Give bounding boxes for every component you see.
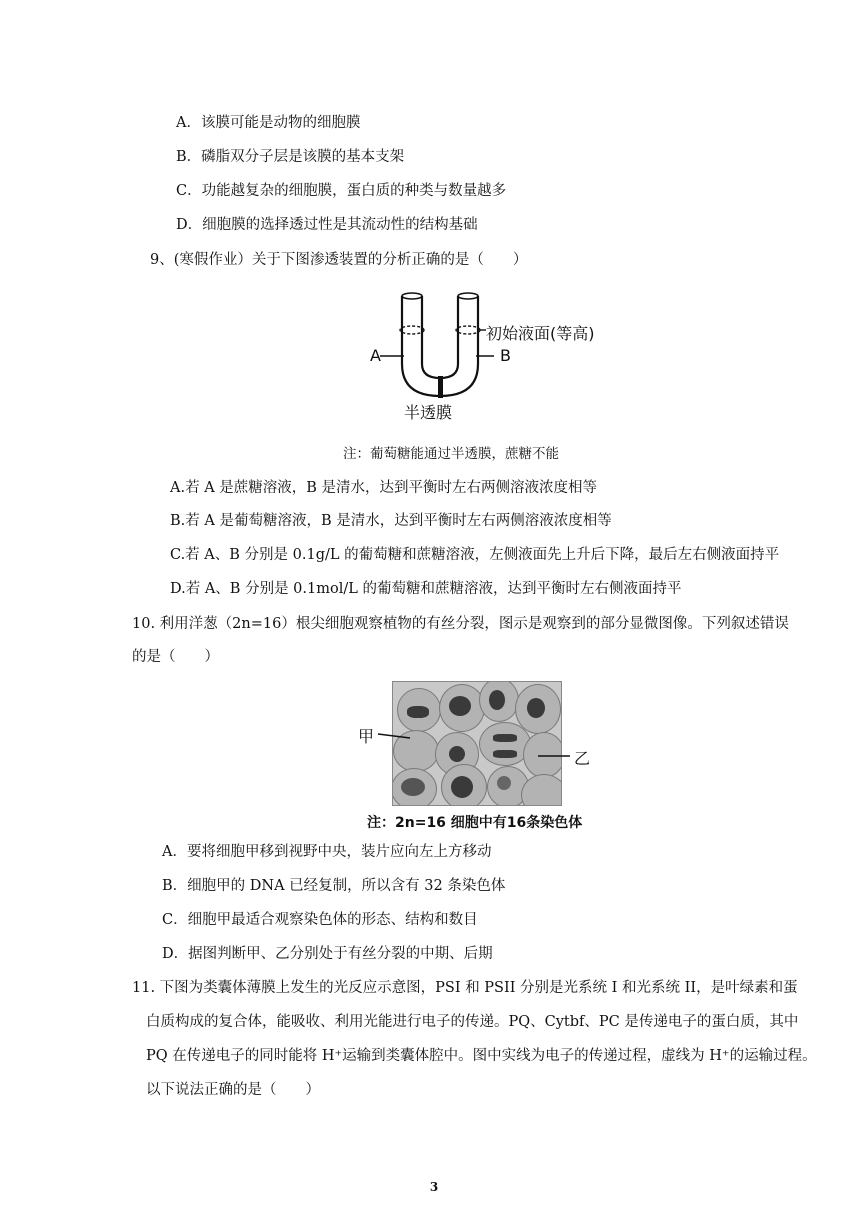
q10-option-a: A．要将细胞甲移到视野中央，装片应向左上方移动 — [162, 844, 492, 860]
q8-option-b: B．磷脂双分子层是该膜的基本支架 — [176, 149, 405, 165]
q9-note: 注：葡萄糖能通过半透膜，蔗糖不能 — [343, 446, 559, 462]
q10-option-b: B．细胞甲的 DNA 已经复制，所以含有 32 条染色体 — [162, 878, 506, 894]
figure-label-jia: 甲 — [358, 727, 375, 746]
figure-label-a: A — [370, 346, 381, 365]
q10-option-d: D．据图判断甲、乙分别处于有丝分裂的中期、后期 — [162, 946, 493, 962]
page-number: 3 — [429, 1180, 439, 1194]
figure-label-yi: 乙 — [574, 749, 591, 768]
q11-line-2: 白质构成的复合体，能吸收、利用光能进行电子的传递。PQ、Cytbf、PC 是传递电子的蛋白质，其中 — [146, 1014, 799, 1030]
q9-option-d: D.若 A、B 分别是 0.1mol/L 的葡萄糖和蔗糖溶液，达到平衡时左右侧液面持平 — [170, 581, 682, 597]
q10-note: 注：2n=16 细胞中有16条染色体 — [367, 815, 583, 831]
q8-option-d: D．细胞膜的选择透过性是其流动性的结构基础 — [176, 217, 478, 233]
q9-option-a: A.若 A 是蔗糖溶液，B 是清水，达到平衡时左右两侧溶液浓度相等 — [170, 480, 598, 496]
q10-stem-line1: 10. 利用洋葱（2n=16）根尖细胞观察植物的有丝分裂，图示是观察到的部分显微图像。下列叙述错误 — [132, 616, 789, 632]
figure-label-b: B — [500, 346, 511, 365]
figure-label-membrane: 半透膜 — [404, 403, 453, 422]
q9-stem: 9、(寒假作业）关于下图渗透装置的分析正确的是（ ） — [150, 252, 528, 268]
q11-line-1: 11. 下图为类囊体薄膜上发生的光反应示意图，PSI 和 PSII 分别是光系统 I 和光系统 II，是叶绿素和蛋 — [132, 980, 798, 996]
osmosis-u-tube-figure — [360, 286, 630, 424]
q8-option-a: A．该膜可能是动物的细胞膜 — [176, 115, 361, 131]
micrograph-leader-lines — [370, 720, 580, 770]
q9-option-b: B.若 A 是葡萄糖溶液，B 是清水，达到平衡时左右两侧溶液浓度相等 — [170, 513, 612, 529]
q10-option-c: C．细胞甲最适合观察染色体的形态、结构和数目 — [162, 912, 478, 928]
q11-line-4: 以下说法正确的是（ ） — [146, 1082, 320, 1098]
q10-stem-line2: 的是（ ） — [132, 649, 219, 665]
q9-option-c: C.若 A、B 分别是 0.1g/L 的葡萄糖和蔗糖溶液，左侧液面先上升后下降，最后左右侧液面持平 — [170, 547, 780, 563]
q8-option-c: C．功能越复杂的细胞膜，蛋白质的种类与数量越多 — [176, 183, 507, 199]
figure-label-initial-level: 初始液面(等高) — [486, 324, 595, 343]
q11-line-3: PQ 在传递电子的同时能将 H⁺运输到类囊体腔中。图中实线为电子的传递过程，虚线为 H⁺的运输过程。 — [146, 1048, 817, 1064]
